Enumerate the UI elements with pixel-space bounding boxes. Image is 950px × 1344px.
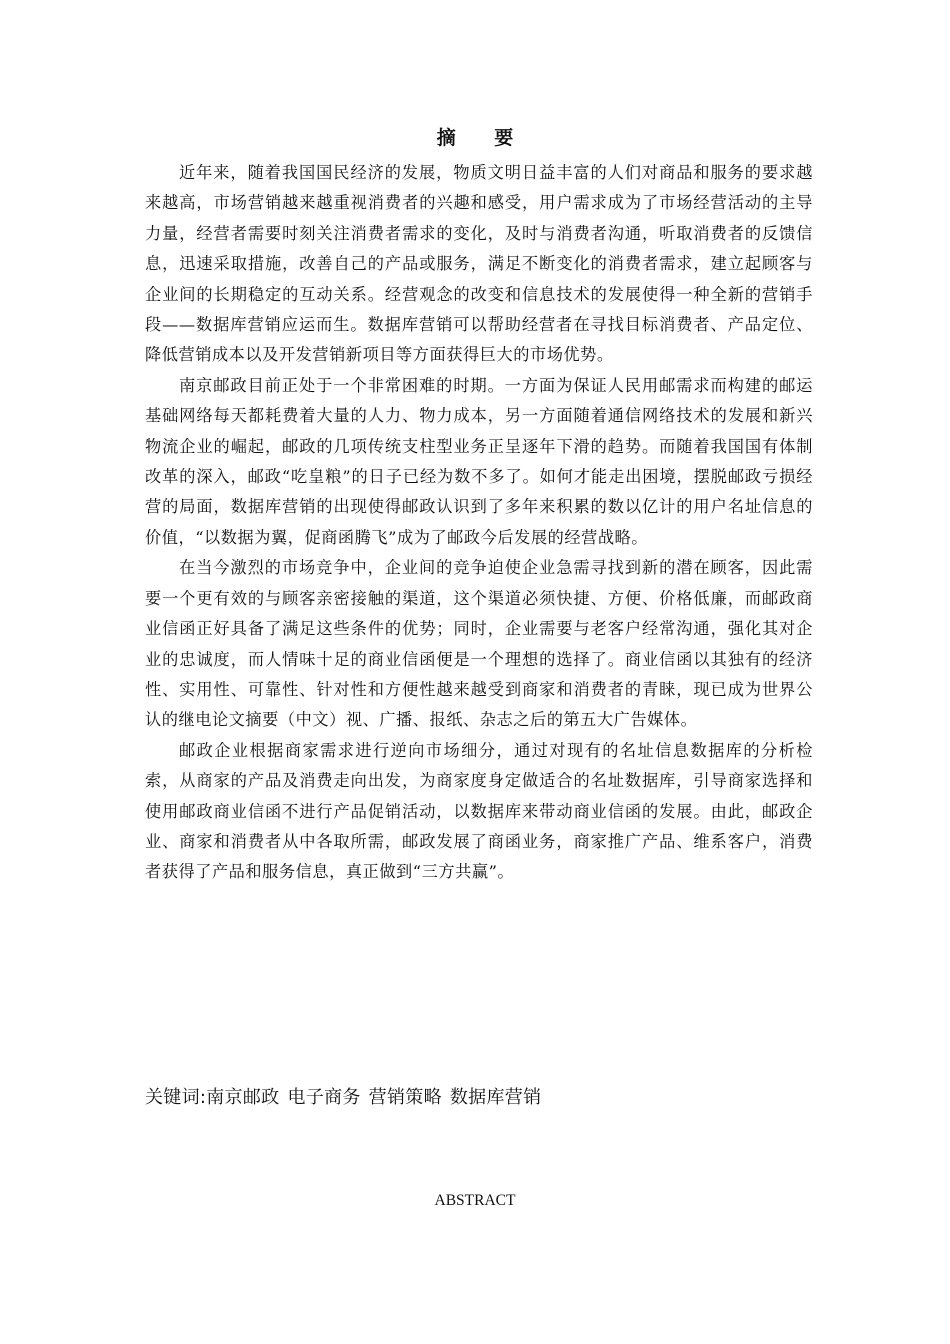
keyword-item: 数据库营销 xyxy=(449,1087,542,1108)
keywords-line xyxy=(145,1084,825,1112)
paragraph-2: 南京邮政目前正处于一个非常困难的时期。一方面为保证人民用邮需求而构建的邮运基础网络每天都耗费着大量的人力、物力成本，另一方面随着通信网络技术的发展和新兴物流企业的崛起，邮政的几项传统支柱型业务正呈逐年下滑的趋势。而随着我国国有体制改革的深入，邮政“吃皇粮”的日子已经为数不多了。如何才能走出困境，摆脱邮政亏损经营的局面，数据库营销的出现使得邮政认识到了多年来积累的数以亿计的用户名址信息的价值，“以数据为翼，促商函腾飞”成为了邮政今后发展的经营战略。 xyxy=(145,375,813,547)
keyword-item: 南京邮政 xyxy=(206,1087,280,1108)
keyword-item: 电子商务 xyxy=(287,1087,361,1108)
keywords-label: 关键词: xyxy=(145,1087,207,1108)
english-abstract-heading: ABSTRACT xyxy=(434,1192,516,1209)
paragraph-3: 在当今激烈的市场竞争中，企业间的竞争迫使企业急需寻找到新的潜在顾客，因此需要一个更有效的与顾客亲密接触的渠道，这个渠道必须快捷、方便、价格低廉，而邮政商业信函正好具备了满足这些条件的优势；同时，企业需要与老客户经常沟通，强化其对企业的忠诚度，而人情味十足的商业信函便是一个理想的选择了。商业信函以其独有的经济性、实用性、可靠性、针对性和方便性越来越受到商家和消费者的青睐，现已成为世界公认的继电论文摘要（中文）视、广播、报纸、杂志之后的第五大广告媒体。 xyxy=(145,558,813,730)
abstract-body xyxy=(145,158,813,888)
paragraph-1: 近年来，随着我国国民经济的发展，物质文明日益丰富的人们对商品和服务的要求越来越高，市场营销越来越重视消费者的兴趣和感受，用户需求成为了市场经营活动的主导力量，经营者需要时刻关注消费者需求的变化，及时与消费者沟通，听取消费者的反馈信息，迅速采取措施，改善自己的产品或服务，满足不断变化的消费者需求，建立起顾客与企业间的长期稳定的互动关系。经营观念的改变和信息技术的发展使得一种全新的营销手段——数据库营销应运而生。数据库营销可以帮助经营者在寻找目标消费者、产品定位、降低营销成本以及开发营销新项目等方面获得巨大的市场优势。 xyxy=(145,163,813,365)
abstract-title: 摘 要 xyxy=(436,127,530,149)
keyword-item: 营销策略 xyxy=(368,1087,442,1108)
paragraph-4: 邮政企业根据商家需求进行逆向市场细分，通过对现有的名址信息数据库的分析检索，从商家的产品及消费走向出发，为商家度身定做适合的名址数据库，引导商家选择和使用邮政商业信函不进行产品促销活动，以数据库来带动商业信函的发展。由此，邮政企业、商家和消费者从中各取所需，邮政发展了商函业务，商家推广产品、维系客户，消费者获得了产品和服务信息，真正做到“三方共赢”。 xyxy=(145,740,813,882)
